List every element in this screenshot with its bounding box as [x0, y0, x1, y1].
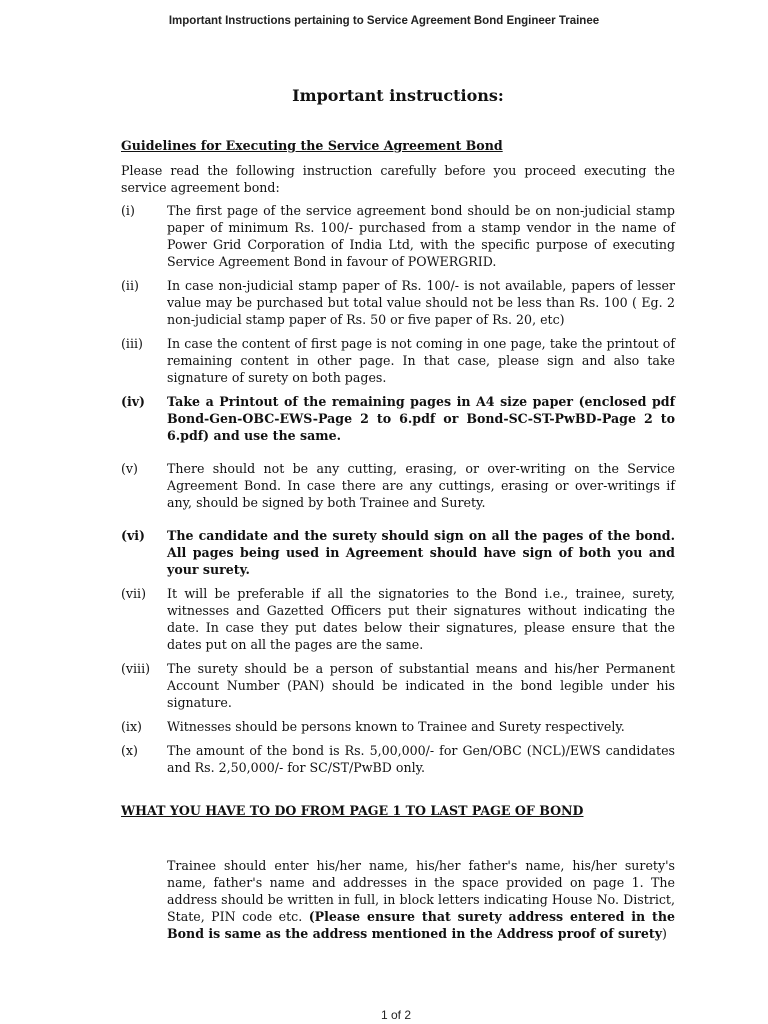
- list-item: [121, 393, 675, 444]
- item-number: (v): [121, 461, 138, 476]
- page-title: Important instructions:: [292, 86, 504, 105]
- list-item: [121, 742, 675, 776]
- item-text: The candidate and the surety should sign on all the pages of the bond. All pages being used in Agreement should have sign of both you and your surety.: [167, 528, 675, 577]
- item-number: (ix): [121, 719, 142, 734]
- item-text: In case the content of first page is not coming in one page, take the printout of remaining content in other page. In that case, please sign and also take signature of surety on both pages.: [167, 336, 675, 385]
- list-item: [121, 202, 675, 270]
- list-item: [121, 585, 675, 653]
- page-number: 1 of 2: [380, 1008, 412, 1022]
- item-number: (iv): [121, 394, 146, 409]
- item-number: (i): [121, 203, 135, 218]
- item-number: (ii): [121, 278, 139, 293]
- instructions-list: [121, 202, 675, 776]
- list-item: [121, 718, 675, 735]
- list-item: [121, 277, 675, 328]
- item-text: The amount of the bond is Rs. 5,00,000/- for Gen/OBC (NCL)/EWS candidates and Rs. 2,50,000/- for SC/ST/PwBD only.: [167, 743, 675, 775]
- item-text: Take a Printout of the remaining pages in A4 size paper (enclosed pdf Bond-Gen-OBC-EWS-Page 2 to 6.pdf or Bond-SC-ST-PwBD-Page 2 to 6.pdf) and use the same.: [167, 394, 675, 443]
- item-number: (iii): [121, 336, 143, 351]
- item-number: (vi): [121, 528, 146, 543]
- bond-steps-heading: WHAT YOU HAVE TO DO FROM PAGE 1 TO LAST PAGE OF BOND: [121, 803, 584, 818]
- document-body: [121, 137, 675, 942]
- item-text: It will be preferable if all the signatories to the Bond i.e., trainee, surety, witnesses and Gazetted Officers put their signatures without indicating the date. In case they put dates below their signatures, please ensure that the dates put on all the pages are the same.: [167, 586, 675, 652]
- item-text: Witnesses should be persons known to Trainee and Surety respectively.: [167, 719, 625, 734]
- item-text: The first page of the service agreement bond should be on non-judicial stamp paper of minimum Rs. 100/- purchased from a stamp vendor in the name of Power Grid Corporation of India Ltd, with the specific purpose of executing Service Agreement Bond in favour of POWERGRID.: [167, 203, 675, 269]
- paragraph-end: ): [662, 926, 667, 941]
- item-number: (vii): [121, 586, 146, 601]
- item-number: (viii): [121, 661, 151, 676]
- page-header: Important Instructions pertaining to Service Agreement Bond Engineer Trainee: [168, 15, 600, 27]
- paragraph-text: Trainee should enter his/her name, his/her father's name, his/her surety's name, father's name and addresses in the space provided on page 1. The address should be written in full, in block letters indicating House No. District, State, PIN code etc.: [167, 858, 675, 924]
- item-text: In case non-judicial stamp paper of Rs. 100/- is not available, papers of lesser value may be purchased but total value should not be less than Rs. 100 ( Eg. 2 non-judicial stamp paper of Rs. 50 or five paper of Rs. 20, etc): [167, 278, 675, 327]
- list-item: [121, 335, 675, 386]
- bond-steps-paragraph: [167, 857, 675, 942]
- list-item: [121, 660, 675, 711]
- item-number: (x): [121, 743, 138, 758]
- item-text: The surety should be a person of substantial means and his/her Permanent Account Number (PAN) should be indicated in the bond legible under his signature.: [167, 661, 675, 710]
- list-item: [121, 460, 675, 511]
- list-item: [121, 527, 675, 578]
- paragraph-bold-text: (Please ensure that surety address entered in the Bond is same as the address mentioned in the Address proof of surety: [167, 909, 675, 941]
- guidelines-heading: Guidelines for Executing the Service Agreement Bond: [121, 138, 503, 153]
- item-text: There should not be any cutting, erasing, or over-writing on the Service Agreement Bond. In case there are any cuttings, erasing or over-writings if any, should be signed by both Trainee and Surety.: [167, 461, 675, 510]
- intro-paragraph: Please read the following instruction carefully before you proceed executing the service agreement bond:: [121, 163, 675, 195]
